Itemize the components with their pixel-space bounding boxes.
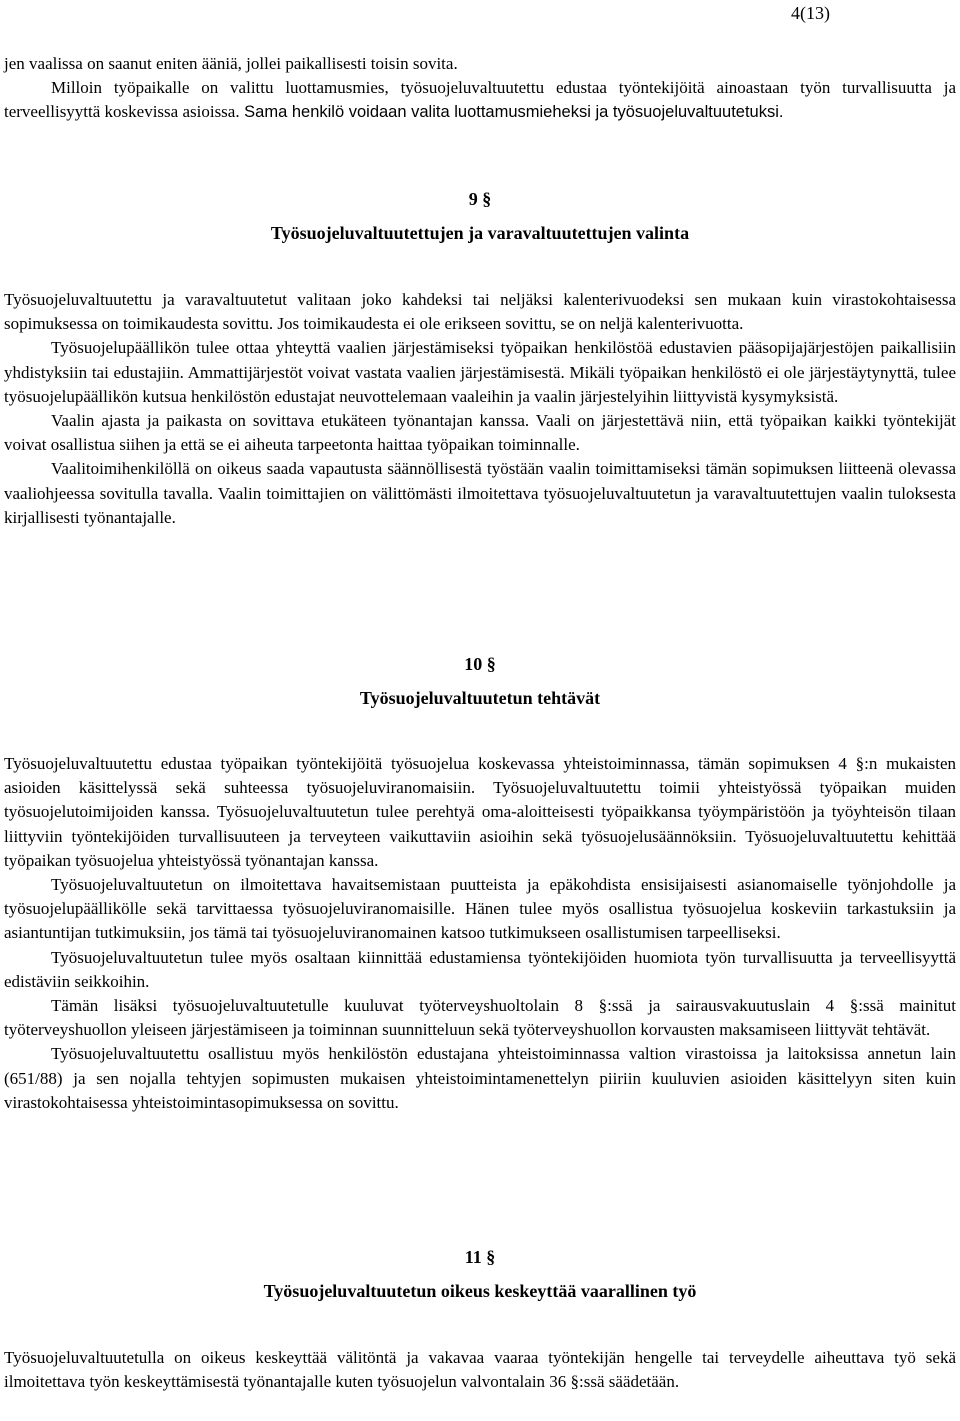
page-number: 4(13)	[791, 3, 830, 23]
section-body	[4, 1346, 956, 1394]
paragraph: Työsuojeluvaltuutetun on ilmoitettava havaitsemistaan puutteista ja epäkohdista ensisijaisesti asianomaiselle työnjohdolle ja työsuojelupäällikölle sekä tarvittaessa työsuojeluviranomaisille. Hänen tulee myös osallistua työsuojelua koskeviin tarkastuksiin ja asiantuntijan tutkimuksiin, jos tämä tai työsuojeluviranomainen katsoo tutkimukseen osallistumisen tarpeelliseksi.	[4, 875, 956, 943]
section-number: 10 §	[464, 654, 496, 674]
paragraph: jen vaalissa on saanut eniten ääniä, jollei paikallisesti toisin sovita.	[4, 54, 458, 73]
paragraph: Työsuojeluvaltuutettu ja varavaltuutetut valitaan joko kahdeksi tai neljäksi kalenterivuodeksi sen mukaan kuin virastokohtaisessa sopimuksessa on toimikaudesta sovittu. Jos toimikaudesta ei ole erikseen sovittu, se on neljä kalenterivuotta.	[4, 290, 956, 334]
section-number: 9 §	[468, 189, 492, 209]
paragraph-text-sans: Sama henkilö voidaan valita luottamusmieheksi ja työsuojeluvaltuutetuksi.	[239, 103, 784, 122]
section-title: Työsuojeluvaltuutettujen ja varavaltuutettujen valinta	[270, 223, 690, 243]
section-body	[4, 752, 956, 1115]
paragraph: Työsuojeluvaltuutettu osallistuu myös henkilöstön edustajana yhteistoiminnassa valtion virastoissa ja laitoksissa annetun lain (651/88) ja sen nojalla tehtyjen sopimusten mukaisen yhteistoimintamenettelyn piiriin kuuluvien asioiden käsittelyyn siten kuin virastokohtaisessa yhteistoimintasopimuksessa on sovittu.	[4, 1044, 956, 1112]
paragraph: Työsuojeluvaltuutetun tulee myös osaltaan kiinnittää edustamiensa työntekijöiden huomiota työn turvallisuutta ja terveellisyyttä edistäviin seikkoihin.	[4, 947, 956, 991]
paragraph	[4, 76, 956, 124]
section-title: Työsuojeluvaltuutetun tehtävät	[359, 688, 601, 708]
section-body	[4, 288, 956, 530]
section-number: 11 §	[464, 1247, 496, 1267]
paragraph-text: Milloin työpaikalle on valittu luottamusmies, työsuojeluvaltuutettu edustaa työntekijöitä ainoastaan työn turvallisuutta ja terveellisyyttä koskevissa asioissa.	[4, 78, 956, 122]
paragraph: Vaalin ajasta ja paikasta on sovittava etukäteen työnantajan kanssa. Vaali on järjestettävä niin, että työpaikan kaikki työntekijät voivat osallistua siihen ja että se ei aiheuta tarpeetonta haittaa työpaikan toiminnalle.	[4, 411, 956, 455]
paragraph: Vaalitoimihenkilöllä on oikeus saada vapautusta säännöllisestä työstään vaalin toimittamiseksi tämän sopimuksen liitteenä olevassa vaaliohjeessa sovitulla tavalla. Vaalin toimittajien on välittömästi ilmoitettava työsuojeluvaltuutetun ja varavaltuutettujen vaalin tuloksesta kirjallisesti työnantajalle.	[4, 459, 956, 527]
intro-block	[4, 52, 956, 125]
paragraph: Työsuojeluvaltuutettu edustaa työpaikan työntekijöitä työsuojelua koskevassa yhteistoiminnassa, tämän sopimuksen 4 §:n mukaisten asioiden käsittelyssä sekä suhteessa työsuojeluviranomaisiin. Työsuojeluvaltuutettu toimii yhteistyössä työpaikan muiden työsuojelutoimijoiden kanssa. Työsuojeluvaltuutetun tulee perehtyä oma-aloitteisesti työpaikkansa työympäristöön ja työyhteisön tilaan liittyviin työntekijöiden turvallisuuteen ja terveyteen vaikuttaviin asioihin sekä työsuojelusäännöksiin. Työsuojeluvaltuutettu kehittää työpaikan työsuojelua yhteistyössä työnantajan kanssa.	[4, 754, 956, 870]
paragraph: Työsuojelupäällikön tulee ottaa yhteyttä vaalien järjestämiseksi työpaikan henkilöstöä edustavien pääsopijajärjestöjen paikallisiin yhdistyksiin tai edustajiin. Ammattijärjestöt voivat vastata vaalien järjestämisestä. Mikäli työpaikan henkilöstö ei ole järjestäytynyttä, tulee työsuojelupäällikön kutsua henkilöstön edustajat neuvottelemaan vaaleihin ja vaalin järjestelyihin liittyvistä kysymyksistä.	[4, 338, 956, 406]
paragraph: Tämän lisäksi työsuojeluvaltuutetulle kuuluvat työterveyshuoltolain 8 §:ssä ja sairausvakuutuslain 4 §:ssä mainitut työterveyshuollon yleiseen järjestämiseen ja toiminnan suunnitteluun sekä työterveyshuollon korvausten maksamiseen liittyvät tehtävät.	[4, 996, 956, 1040]
section-title: Työsuojeluvaltuutetun oikeus keskeyttää vaarallinen työ	[263, 1281, 697, 1301]
paragraph: Työsuojeluvaltuutetulla on oikeus keskeyttää välitöntä ja vakavaa vaaraa työntekijän hengelle tai terveydelle aiheuttava työ sekä ilmoitettava työn keskeyttämisestä työnantajalle kuten työsuojelun valvontalain 36 §:ssä säädetään.	[4, 1348, 956, 1392]
